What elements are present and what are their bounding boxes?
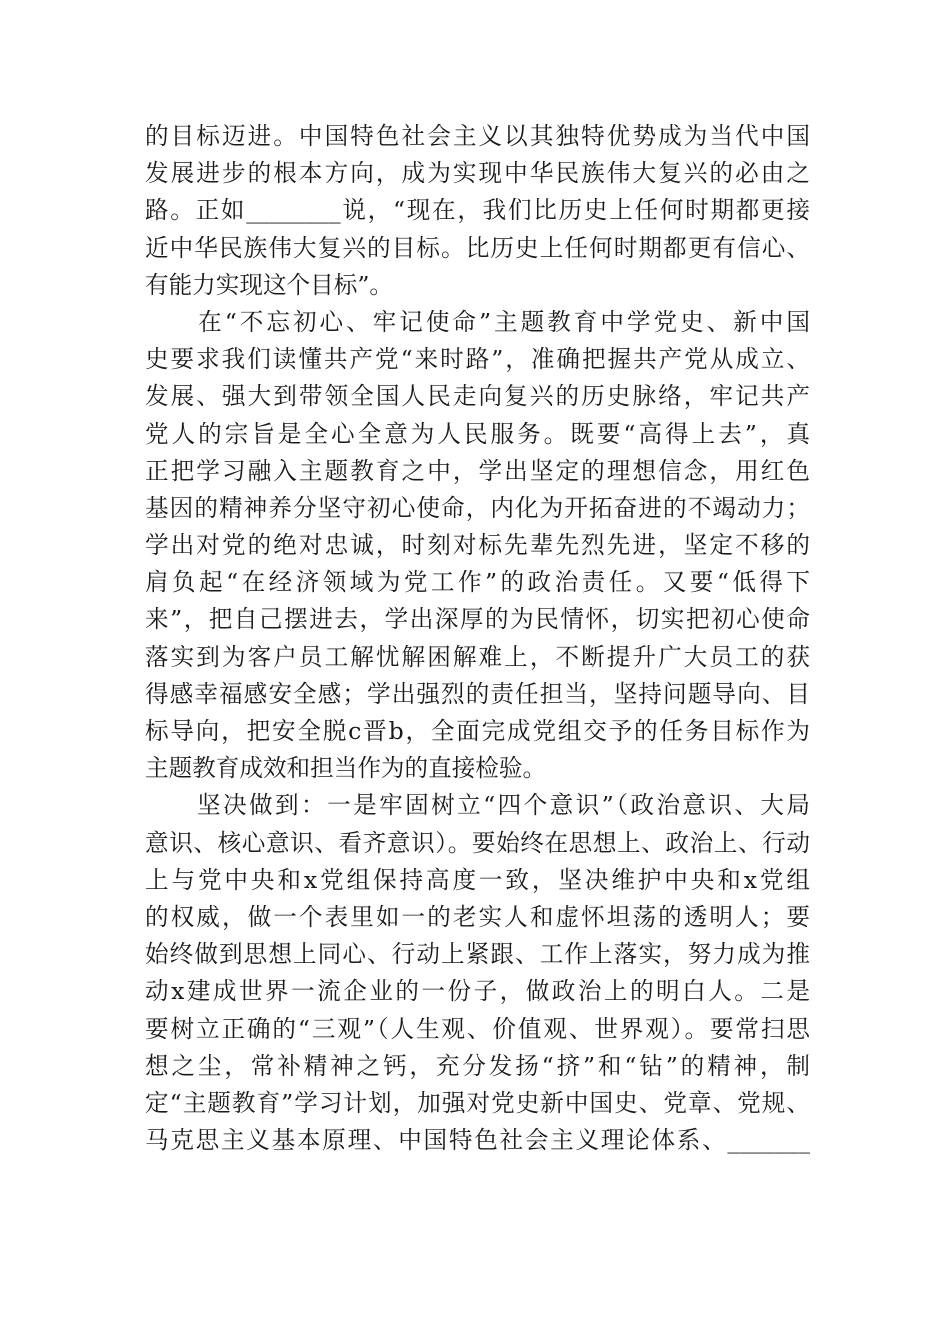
text-line: 马克思主义基本原理、中国特色社会主义理论体系、_______: [145, 1126, 810, 1155]
text-line: 史要求我们读懂共产党“来时路”，准确把握共产党从成立、: [145, 345, 810, 374]
body-text: [145, 118, 810, 1159]
text-line: 上与党中央和x党组保持高度一致，坚决维护中央和x党组: [145, 865, 810, 894]
text-line: 标导向，把安全脱c晋b，全面完成党组交予的任务目标作为: [145, 717, 810, 745]
text-line: 学出对党的绝对忠诚，时刻对标先辈先烈先进，坚定不移的: [145, 531, 810, 560]
text-line: 想之尘，常补精神之钙，充分发扬“挤”和“钻”的精神，制: [145, 1051, 810, 1080]
text-line: 的权威，做一个表里如一的老实人和虚怀坦荡的透明人；要: [145, 902, 810, 931]
text-line: 有能力实现这个目标”。: [145, 270, 393, 299]
text-line: 意识、核心意识、看齐意识）。要始终在思想上、政治上、行动: [145, 828, 810, 857]
text-line: 党人的宗旨是全心全意为人民服务。既要“高得上去”，真: [145, 419, 810, 448]
text-line: 肩负起“在经济领域为党工作”的政治责任。又要“低得下: [145, 568, 810, 597]
text-line: 基因的精神养分坚守初心使命，内化为开拓奋进的不竭动力；: [145, 493, 810, 522]
text-line: 动x建成世界一流企业的一份子，做政治上的明白人。二是: [145, 977, 810, 1006]
text-line: 定“主题教育”学习计划，加强对党史新中国史、党章、党规、: [145, 1088, 810, 1117]
text-line: 得感幸福感安全感；学出强烈的责任担当，坚持问题导向、目: [145, 679, 810, 708]
text-line: 在“不忘初心、牢记使命”主题教育中学党史、新中国: [145, 307, 810, 336]
text-line: 来”，把自己摆进去，学出深厚的为民情怀，切实把初心使命: [145, 605, 810, 634]
text-line: 的目标迈进。中国特色社会主义以其独特优势成为当代中国: [145, 122, 810, 150]
text-line: 要树立正确的“三观”（人生观、价值观、世界观）。要常扫思: [145, 1014, 810, 1043]
text-line: 发展、强大到带领全国人民走向复兴的历史脉络，牢记共产: [145, 382, 810, 411]
text-line: 发展进步的根本方向，成为实现中华民族伟大复兴的必由之: [145, 159, 810, 188]
text-line: 落实到为客户员工解忧解困解难上，不断提升广大员工的获: [145, 642, 810, 671]
text-line: 路。正如________说，“现在，我们比历史上任何时期都更接: [145, 196, 810, 225]
text-line: 主题教育成效和担当作为的直接检验。: [145, 754, 547, 783]
text-line: 正把学习融入主题教育之中，学出坚定的理想信念，用红色: [145, 456, 810, 485]
text-line: 坚决做到：一是牢固树立“四个意识”（政治意识、大局: [145, 791, 810, 820]
text-line: 近中华民族伟大复兴的目标。比历史上任何时期都更有信心、: [145, 233, 810, 262]
text-line: 始终做到思想上同心、行动上紧跟、工作上落实，努力成为推: [145, 940, 810, 969]
